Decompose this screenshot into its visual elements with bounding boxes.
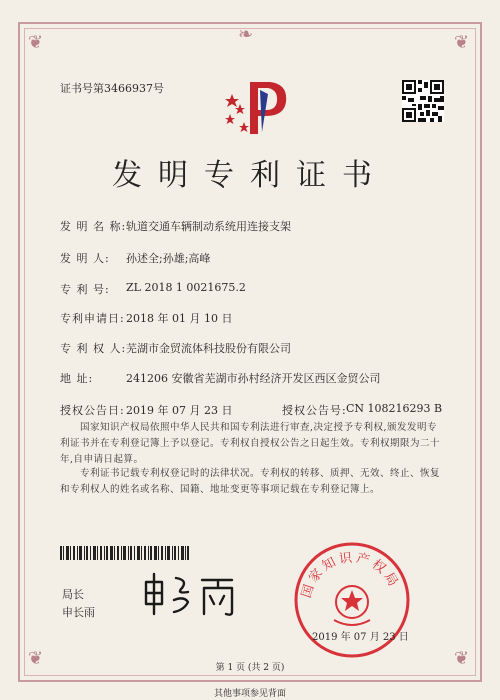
seal-text: 国家知识产权局: [299, 550, 402, 600]
grant-number-label: 授权公告号:: [282, 404, 347, 417]
grant-date-label: 授权公告日:: [60, 404, 125, 417]
inventor-label: 发 明 人:: [60, 252, 110, 265]
barcode-icon: [60, 546, 190, 560]
certificate-statement: 国家知识产权局依照中华人民共和国专利法进行审查,决定授予专利权,颁发发明专利证书并在专利登记簿上予以登记。专利权自授权公告之日起生效。专利权期限为二十年,自申请日起算。: [60, 422, 441, 465]
filing-date-label: 专利申请日:: [60, 312, 125, 325]
director-name: 申长雨: [62, 606, 95, 619]
corner-ornament-icon: ❦: [454, 32, 470, 53]
address: 241206 安徽省芜湖市孙村经济开发区西区金贸公司: [126, 372, 381, 385]
grant-number: CN 108216293 B: [346, 402, 443, 415]
corner-ornament-icon: ❦: [28, 648, 44, 669]
certificate-number: 证书号第3466937号: [60, 82, 164, 95]
page-indicator: 第 1 页 (共 2 页): [215, 663, 285, 673]
address-label: 地 址:: [60, 372, 94, 385]
handwritten-signature-icon: [140, 570, 260, 620]
certificate-title: 发明专利证书: [112, 158, 388, 193]
corner-ornament-icon: ❦: [28, 32, 44, 53]
corner-ornament-icon: ❦: [454, 648, 470, 669]
inventor: 孙述全;孙雄;高峰: [126, 252, 211, 265]
cnipa-logo-icon: [222, 74, 294, 140]
invention-name-label: 发 明 名 称:: [60, 220, 127, 233]
director-title: 局长: [62, 588, 84, 601]
seal-date: 2019 年 07 月 23 日: [312, 632, 409, 643]
invention-name: 轨道交通车辆制动系统用连接支架: [126, 220, 291, 233]
patent-number: ZL 2018 1 0021675.2: [126, 281, 246, 294]
legal-status-note: 专利证书记载专利权登记时的法律状况。专利权的转移、质押、无效、终止、恢复和专利权人的姓名或名称、国籍、地址变更等事项记载在专利登记簿上。: [60, 468, 441, 495]
patentee: 芜湖市金贸流体科技股份有限公司: [126, 342, 291, 355]
filing-date: 2018 年 01 月 10 日: [126, 312, 233, 325]
top-ornament-icon: ❧: [238, 24, 254, 45]
grant-date: 2019 年 07 月 23 日: [126, 404, 233, 417]
patent-number-label: 专 利 号:: [60, 283, 110, 296]
footer-note: 其他事项参见背面: [213, 689, 286, 699]
qr-code-icon: [402, 80, 444, 122]
patentee-label: 专 利 权 人:: [60, 342, 127, 355]
